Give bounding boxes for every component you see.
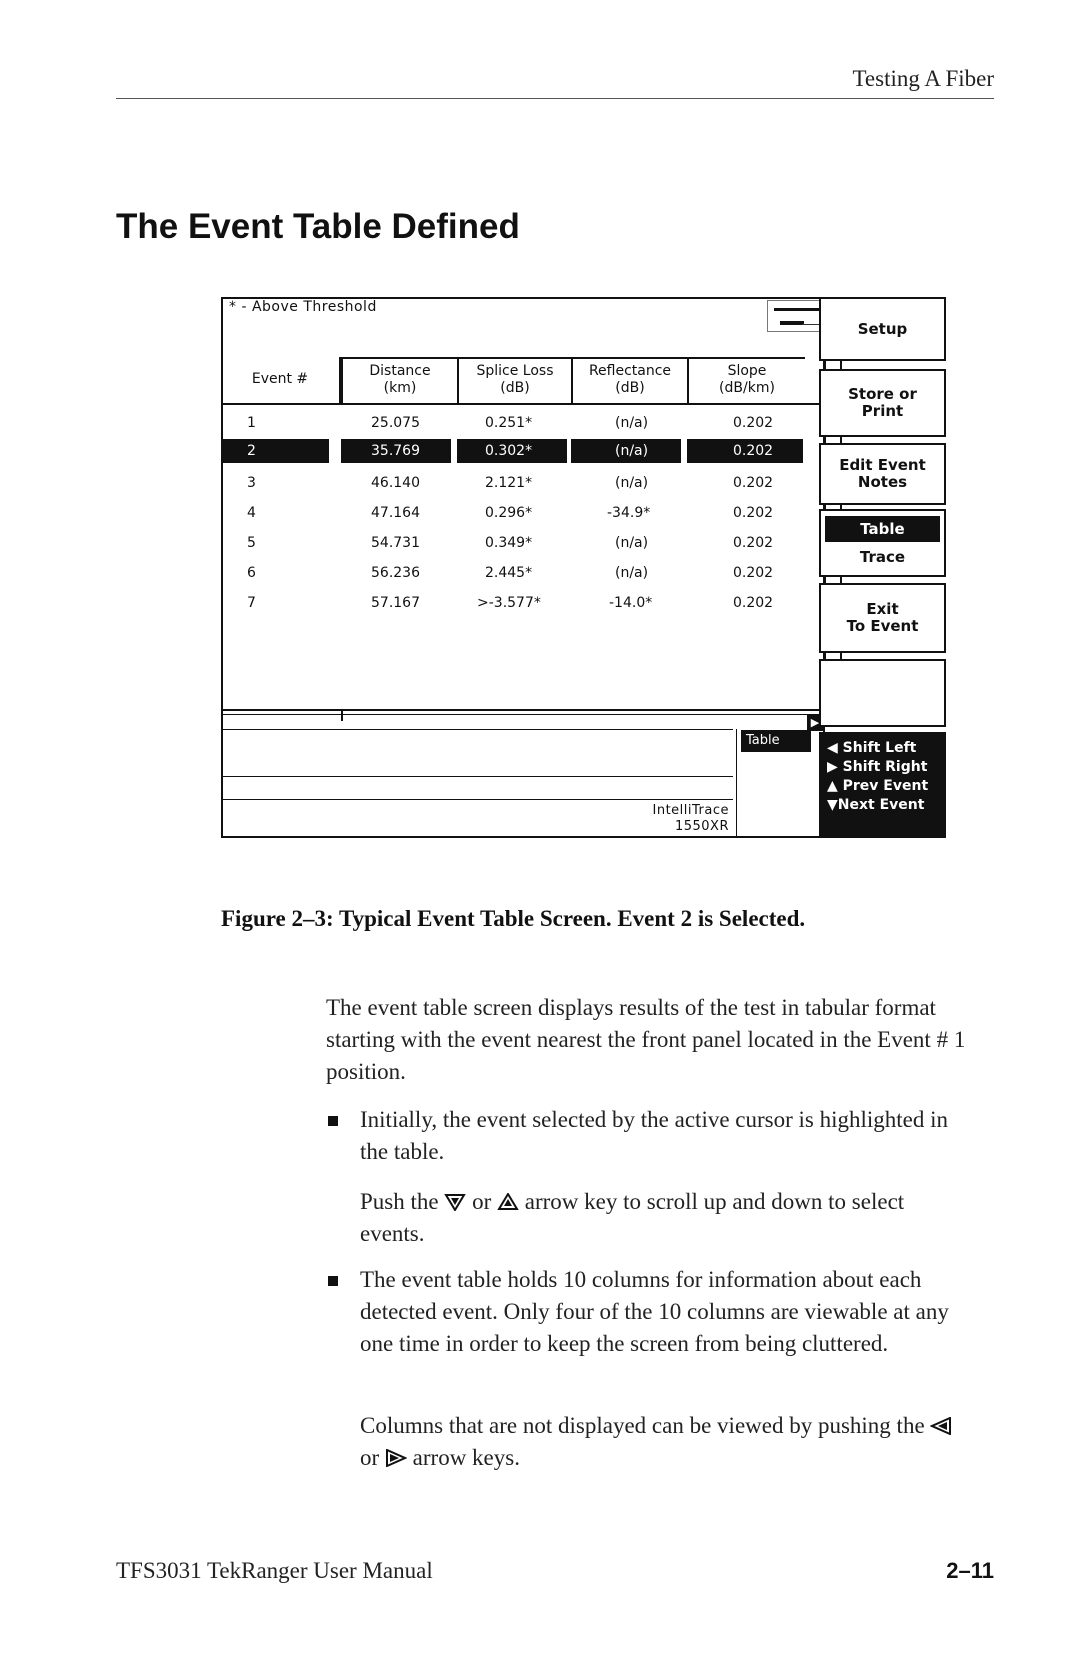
bullet-2-followup: Columns that are not displayed can be viewed by pushing the or arrow keys. [360,1410,960,1474]
cell-slope: 0.202 [733,415,774,431]
cell-reflectance: (n/a) [615,565,649,581]
cell-reflectance: (n/a) [615,535,649,551]
cell-slope: 0.202 [733,535,774,551]
key-help-box [819,732,946,838]
cell-distance: 25.075 [371,415,420,431]
bullet-1-followup: Push the or arrow key to scroll up and down to select events. [360,1189,905,1246]
cell-slope: 0.202 [687,439,803,463]
cell-slope: 0.202 [733,475,774,491]
column-header-slope: Slope (dB/km) [687,357,805,403]
cell-reflectance: -14.0* [609,595,653,611]
horizontal-scrollbar[interactable] [221,709,825,715]
prev-event-hint: ▲ Prev Event [827,778,929,794]
page-number: 2–11 [946,1558,994,1583]
setup-button[interactable]: Setup [819,297,946,361]
column-header-reflectance: Reflectance (dB) [571,357,689,403]
column-header-distance: Distance (km) [341,357,459,403]
cell-splice-loss: 0.302* [457,439,567,463]
bullet-1-text: Initially, the event selected by the active cursor is highlighted in the table. [360,1107,949,1164]
bullet-2-text: The event table holds 10 columns for information about each detected event. Only four of the 10 columns are viewable at any one time in order to keep the screen from being cluttered. [360,1267,949,1356]
shift-right-hint: ▶ Shift Right [827,759,928,775]
figure-caption: Figure 2–3: Typical Event Table Screen. Event 2 is Selected. [221,906,806,931]
instrument-name: IntelliTrace 1550XR [652,803,729,834]
table-row[interactable] [221,589,821,619]
cell-event: 2 [221,439,329,463]
scroll-thumb[interactable] [341,711,343,721]
header-divider [221,403,821,405]
mode-label: Table [741,730,811,752]
cell-event: 4 [247,505,256,521]
table-row[interactable] [221,499,821,529]
cell-splice-loss: 2.445* [485,565,533,581]
cell-event: 1 [247,415,256,431]
cell-distance: 47.164 [371,505,420,521]
bullet-marker [328,1276,338,1286]
up-arrow-key-icon [497,1193,519,1211]
status-area [221,729,733,838]
cell-splice-loss: 0.296* [485,505,533,521]
table-trace-toggle[interactable] [819,509,946,577]
cell-slope: 0.202 [733,595,774,611]
header-rule [116,98,994,99]
cell-splice-loss: 0.349* [485,535,533,551]
intro-paragraph: The event table screen displays results of the test in tabular format starting with the event nearest the front panel located in the Event # 1 position. [326,995,966,1084]
shift-left-hint: ◀ Shift Left [827,740,917,756]
footer-manual-title: TFS3031 TekRanger User Manual [116,1558,433,1583]
scroll-right-icon[interactable]: ▶ [807,715,823,731]
left-arrow-key-icon [930,1417,952,1435]
cell-distance: 35.769 [341,439,451,463]
section-title: The Event Table Defined [116,207,520,246]
cell-event: 6 [247,565,256,581]
cell-event: 7 [247,595,256,611]
cell-reflectance: (n/a) [615,415,649,431]
cell-event: 5 [247,535,256,551]
cell-distance: 57.167 [371,595,420,611]
cell-slope: 0.202 [733,565,774,581]
bullet-marker [328,1116,338,1126]
cell-distance: 56.236 [371,565,420,581]
cell-reflectance: -34.9* [607,505,651,521]
right-arrow-key-icon [385,1449,407,1467]
table-row[interactable] [221,469,821,499]
table-row[interactable] [221,559,821,589]
trace-option[interactable]: Trace [859,548,906,566]
cell-distance: 54.731 [371,535,420,551]
column-header-event: Event # [221,357,341,403]
edit-event-notes-button[interactable]: Edit Event Notes [819,443,946,505]
cell-splice-loss: 2.121* [485,475,533,491]
cell-splice-loss: 0.251* [485,415,533,431]
cell-event: 3 [247,475,256,491]
event-table-screen [221,297,946,838]
blank-softkey[interactable] [819,659,946,727]
store-print-button[interactable]: Store or Print [819,369,946,437]
table-option[interactable]: Table [825,516,940,542]
table-row[interactable] [221,409,821,439]
next-event-hint: ▼Next Event [827,797,925,813]
cell-distance: 46.140 [371,475,420,491]
column-header-splice-loss: Splice Loss (dB) [457,357,573,403]
cell-reflectance: (n/a) [615,475,649,491]
exit-to-event-button[interactable]: Exit To Event [819,583,946,653]
table-row[interactable] [221,529,821,559]
status-divider [736,729,737,838]
cell-slope: 0.202 [733,505,774,521]
table-row-selected[interactable] [221,439,821,469]
cell-splice-loss: >-3.577* [477,595,541,611]
down-arrow-key-icon [444,1193,466,1211]
threshold-legend: * - Above Threshold [229,299,377,315]
running-head: Testing A Fiber [852,66,994,91]
cell-reflectance: (n/a) [571,439,681,463]
